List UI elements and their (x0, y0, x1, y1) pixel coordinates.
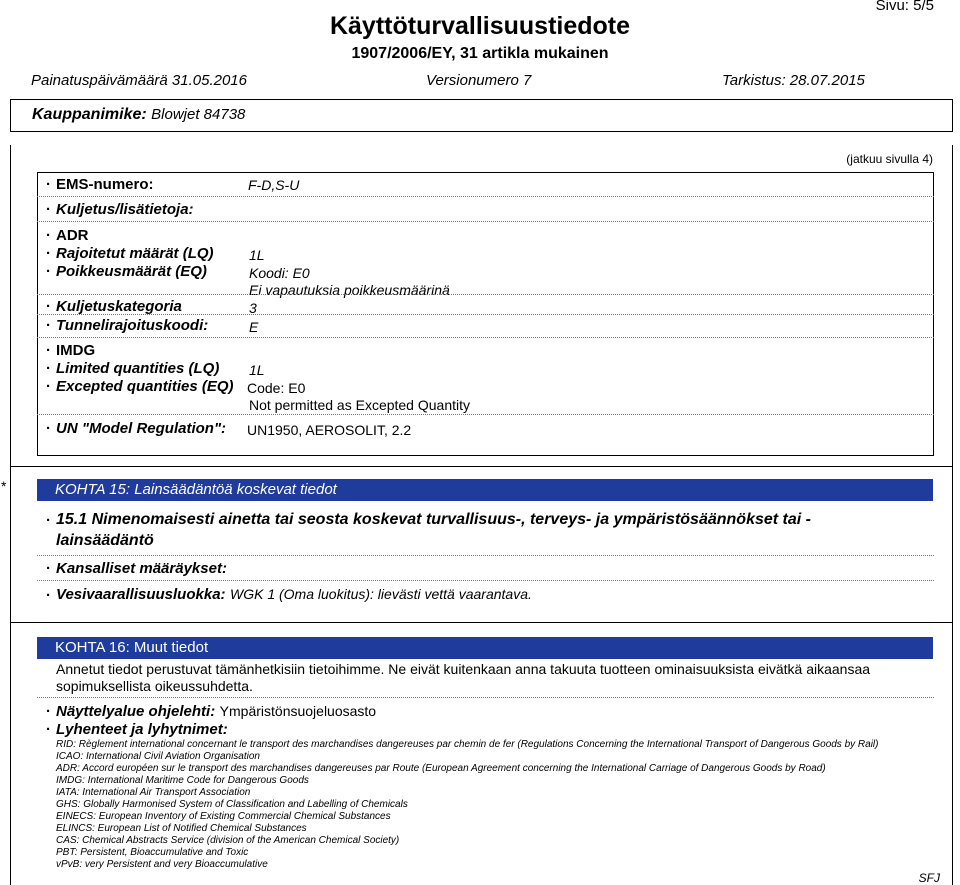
footer-code: SFJ (918, 871, 940, 885)
section-15-1-heading-line1: 15.1 Nimenomaisesti ainetta tai seosta koskevat turvallisuus-, terveys- ja ympäristösäännökset tai - (56, 511, 811, 528)
bullet-dot: · (46, 587, 51, 604)
abbreviation-item: PBT: Persistent, Bioaccumulative and Toxic (56, 847, 249, 858)
section-15-1-heading-line2: lainsäädäntö (56, 532, 154, 549)
department-value: Ympäristönsuojeluosasto (219, 703, 377, 719)
abbreviation-item: EINECS: European Inventory of Existing Commercial Chemical Substances (56, 811, 391, 822)
bullet-dot: · (46, 263, 51, 280)
bullet-dot: · (46, 298, 51, 315)
imdg-label: IMDG (56, 342, 96, 359)
document-subtitle: 1907/2006/EY, 31 artikla mukainen (351, 45, 609, 62)
disclaimer-line2: sopimuksellista oikeussuhdetta. (56, 678, 253, 694)
bullet-dot: · (46, 420, 51, 437)
bullet-dot: · (46, 201, 51, 218)
page-number: Sivu: 5/5 (875, 0, 934, 14)
bullet-dot: · (46, 342, 51, 359)
abbreviation-item: ELINCS: European List of Notified Chemical Substances (56, 823, 307, 834)
section-divider (10, 466, 953, 467)
un-model-label: UN "Model Regulation": (56, 420, 227, 437)
adr-label: ADR (56, 227, 89, 244)
imdg-lq-label: Limited quantities (LQ) (56, 360, 220, 377)
abbreviation-item: ICAO: International Civil Aviation Organisation (56, 751, 260, 762)
transport-category-value: 3 (249, 300, 257, 316)
abbreviation-item: GHS: Globally Harmonised System of Classification and Labelling of Chemicals (56, 799, 408, 810)
tunnel-code-label: Tunnelirajoituskoodi: (56, 317, 209, 334)
section-16-header: KOHTA 16: Muut tiedot (37, 637, 933, 659)
eq-value-note: Ei vapautuksia poikkeusmäärinä (249, 282, 450, 298)
trade-name-box (10, 99, 953, 132)
bullet-dot: · (46, 317, 51, 334)
bullet-dot: · (46, 560, 51, 577)
abbreviation-item: IMDG: International Maritime Code for Dangerous Goods (56, 775, 309, 786)
imdg-eq-label: Excepted quantities (EQ) (56, 378, 234, 395)
dotted-divider (37, 697, 934, 698)
transport-category-label: Kuljetuskategoria (56, 298, 182, 315)
transport-info-label: Kuljetus/lisätietoja: (56, 201, 194, 218)
trade-name-label: Kauppanimike: (32, 106, 147, 123)
document-title: Käyttöturvallisuustiedote (329, 12, 631, 40)
ems-value: F-D,S-U (248, 177, 300, 193)
dotted-divider (37, 337, 934, 338)
bullet-dot: · (46, 703, 51, 720)
imdg-lq-value: 1L (249, 362, 265, 378)
revision-marker: * (1, 478, 7, 494)
lq-value: 1L (249, 247, 265, 263)
water-hazard-line (56, 586, 532, 604)
bullet-dot: · (46, 176, 51, 193)
bullet-dot: · (46, 378, 51, 395)
national-regulations-label: Kansalliset määräykset: (56, 560, 227, 577)
review-date: Tarkistus: 28.07.2015 (722, 72, 865, 89)
eq-label: Poikkeusmäärät (EQ) (56, 263, 207, 280)
dotted-divider (37, 196, 934, 197)
un-model-value: UN1950, AEROSOLIT, 2.2 (247, 422, 412, 438)
bullet-dot: · (46, 245, 51, 262)
department-label: Näyttelyalue ohjelehti: (56, 703, 216, 720)
abbreviation-item: IATA: International Air Transport Association (56, 787, 251, 798)
lq-label: Rajoitetut määrät (LQ) (56, 245, 214, 262)
dotted-divider (37, 294, 934, 295)
dotted-divider (37, 414, 934, 415)
section-15-header: KOHTA 15: Lainsäädäntöä koskevat tiedot (37, 479, 933, 501)
dotted-divider (37, 221, 934, 222)
trade-name-line (32, 106, 245, 124)
bullet-dot: · (46, 360, 51, 377)
section-divider (10, 622, 953, 623)
trade-name-value: Blowjet 84738 (151, 106, 246, 123)
abbreviations-label: Lyhenteet ja lyhytnimet: (56, 721, 228, 738)
abbreviation-item: vPvB: very Persistent and very Bioaccumulative (56, 859, 268, 870)
bullet-dot: · (46, 227, 51, 244)
department-line (56, 703, 376, 721)
print-date: Painatuspäivämäärä 31.05.2016 (31, 72, 247, 89)
continued-note: (jatkuu sivulla 4) (846, 152, 933, 166)
water-hazard-value: WGK 1 (Oma luokitus): lievästi vettä vaarantava. (230, 586, 532, 602)
eq-value-code: Koodi: E0 (249, 265, 310, 281)
dotted-divider (37, 314, 934, 315)
abbreviation-item: ADR: Accord européen sur le transport des marchandises dangereuses par Route (European Agreement concerning the International Carriage of Dangerous Goods by Road) (56, 763, 826, 774)
abbreviation-item: CAS: Chemical Abstracts Service (division of the American Chemical Society) (56, 835, 400, 846)
version-number: Versionumero 7 (426, 72, 532, 89)
dotted-divider (37, 555, 934, 556)
disclaimer-line1: Annetut tiedot perustuvat tämänhetkisiin tietoihimme. Ne eivät kuitenkaan anna takuuta tuotteen ominaisuuksista eivätkä aikaansaa (56, 661, 871, 677)
imdg-eq-value-code: Code: E0 (247, 380, 306, 396)
bullet-dot: · (46, 512, 51, 529)
dotted-divider (37, 580, 934, 581)
abbreviation-item: RID: Règlement international concernant le transport des marchandises dangereuses par chemin de fer (Regulations Concerning the International Transport of Dangerous Goods by Rail) (56, 739, 879, 750)
water-hazard-label: Vesivaarallisuusluokka: (56, 586, 226, 603)
ems-label: EMS-numero: (56, 176, 154, 193)
bullet-dot: · (46, 721, 51, 738)
tunnel-code-value: E (249, 319, 259, 335)
imdg-eq-value-note: Not permitted as Excepted Quantity (249, 397, 470, 413)
